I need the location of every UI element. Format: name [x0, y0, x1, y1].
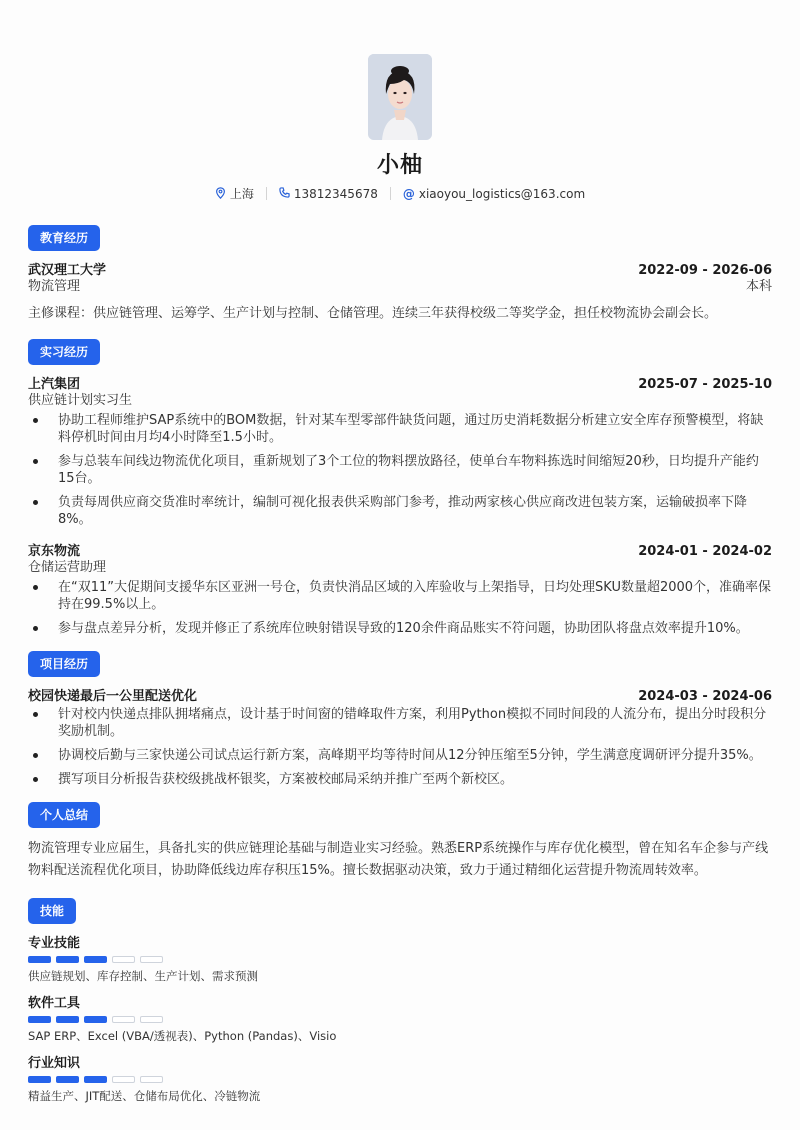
level-segment-empty [112, 956, 135, 963]
job-role: 仓储运营助理 [28, 560, 107, 575]
skill-level-bar [28, 1076, 772, 1083]
level-segment-empty [112, 1076, 135, 1083]
list-item: 参与盘点差异分析，发现并修正了系统库位映射错误导致的120余件商品账实不符问题，协助团队将盘点效率提升10%。 [28, 620, 772, 637]
skill-description: 精益生产、JIT配送、仓储布局优化、冷链物流 [28, 1089, 261, 1103]
skill-group-title: 专业技能 [28, 936, 81, 951]
summary-text: 物流管理专业应届生，具备扎实的供应链理论基础与制造业实习经验。熟悉ERP系统操作与库存优化模型，曾在知名车企参与产线物料配送流程优化项目，协助降低线边库存积压15%。擅长数据驱动决策，致力于通过精细化运营提升物流周转效率。 [28, 841, 769, 878]
portrait-image [368, 54, 432, 140]
skill-level-bar [28, 956, 772, 963]
project-name: 校园快递最后一公里配送优化 [28, 689, 198, 704]
list-item: 负责每周供应商交货准时率统计，编制可视化报表供采购部门参考，推动两家核心供应商改进包装方案，运输破损率下降8%。 [28, 494, 772, 528]
location-text: 上海 [229, 187, 254, 201]
level-segment-filled [84, 1016, 107, 1023]
skill-group-title: 软件工具 [28, 996, 81, 1011]
degree: 本科 [745, 279, 772, 294]
achievement-list [28, 412, 772, 528]
section-education [28, 225, 772, 324]
phone-text[interactable]: 13812345678 [293, 186, 378, 201]
education-description: 主修课程：供应链管理、运筹学、生产计划与控制、仓储管理。连续三年获得校级二等奖学金，担任校物流协会副会长。 [28, 306, 718, 321]
level-segment-filled [28, 956, 51, 963]
achievement-list [28, 579, 772, 637]
section-badge-internships: 实习经历 [28, 339, 100, 365]
contact-phone [279, 187, 378, 201]
level-segment-empty [140, 956, 163, 963]
company-name: 上汽集团 [28, 377, 81, 392]
contact-email [403, 187, 585, 201]
section-internships [28, 339, 772, 637]
level-segment-filled [28, 1076, 51, 1083]
level-segment-filled [84, 956, 107, 963]
internship-header [28, 540, 772, 559]
list-item: 协调校后勤与三家快递公司试点运行新方案，高峰期平均等待时间从12分钟压缩至5分钟，学生满意度调研评分提升35%。 [28, 747, 772, 764]
list-item: 撰写项目分析报告获校级挑战杯银奖，方案被校邮局采纳并推广至两个新校区。 [28, 771, 772, 788]
email-text[interactable]: xiaoyou_logistics@163.com [418, 186, 586, 201]
skill-description: 供应链规划、库存控制、生产计划、需求预测 [28, 969, 258, 983]
major: 物流管理 [28, 279, 81, 294]
internship-date: 2024-01 - 2024-02 [638, 544, 772, 559]
section-summary [28, 802, 772, 882]
internship-entry [28, 373, 772, 528]
level-segment-filled [56, 956, 79, 963]
contact-location [215, 185, 254, 202]
list-item: 协助工程师维护SAP系统中的BOM数据，针对某车型零部件缺货问题，通过历史消耗数据分析建立安全库存预警模型，将缺料停机时间由月均4小时降至1.5小时。 [28, 412, 772, 446]
section-badge-summary: 个人总结 [28, 802, 100, 828]
achievement-list [28, 706, 772, 788]
profile-photo [368, 54, 432, 140]
at-sign-icon: @ [402, 186, 415, 201]
level-segment-empty [140, 1076, 163, 1083]
level-segment-filled [56, 1016, 79, 1023]
level-segment-empty [140, 1016, 163, 1023]
level-segment-filled [56, 1076, 79, 1083]
contact-info [28, 185, 772, 202]
internship-entry [28, 540, 772, 637]
list-item: 在“双11”大促期间支援华东区亚洲一号仓，负责快消品区域的入库验收与上架指导，日均处理SKU数量超2000个，准确率保持在99.5%以上。 [28, 579, 772, 613]
list-item: 参与总装车间线边物流优化项目，重新规划了3个工位的物料摆放路径，使单台车物料拣选时间缩短20秒，日均提升产能约15台。 [28, 453, 772, 487]
education-header [28, 259, 772, 278]
list-item: 针对校内快递点排队拥堵痛点，设计基于时间窗的错峰取件方案，利用Python模拟不同时间段的人流分布，提出分时段积分奖励机制。 [28, 706, 772, 740]
skill-level-bar [28, 1016, 772, 1023]
divider [266, 187, 267, 200]
skill-group-title: 行业知识 [28, 1056, 81, 1071]
skill-description: SAP ERP、Excel (VBA/透视表)、Python (Pandas)、Visio [28, 1029, 337, 1043]
divider [390, 187, 391, 200]
level-segment-filled [28, 1016, 51, 1023]
education-date: 2022-09 - 2026-06 [638, 263, 772, 278]
skill-group [28, 992, 772, 1044]
level-segment-empty [112, 1016, 135, 1023]
school-name: 武汉理工大学 [28, 263, 107, 278]
level-segment-filled [84, 1076, 107, 1083]
education-subheader [28, 278, 772, 296]
candidate-name: 小柚 [376, 153, 423, 178]
company-name: 京东物流 [28, 544, 81, 559]
skill-group [28, 1052, 772, 1104]
project-date: 2024-03 - 2024-06 [638, 689, 772, 704]
resume-header [28, 0, 772, 202]
project-header [28, 685, 772, 704]
project-entry [28, 685, 772, 788]
section-projects [28, 651, 772, 788]
internship-header [28, 373, 772, 392]
phone-icon [279, 187, 290, 200]
section-badge-skills: 技能 [28, 898, 76, 924]
job-role: 供应链计划实习生 [28, 393, 133, 408]
skill-group [28, 932, 772, 984]
section-skills [28, 898, 772, 1104]
map-pin-icon [215, 187, 226, 201]
section-badge-education: 教育经历 [28, 225, 100, 251]
section-badge-projects: 项目经历 [28, 651, 100, 677]
internship-date: 2025-07 - 2025-10 [638, 377, 772, 392]
